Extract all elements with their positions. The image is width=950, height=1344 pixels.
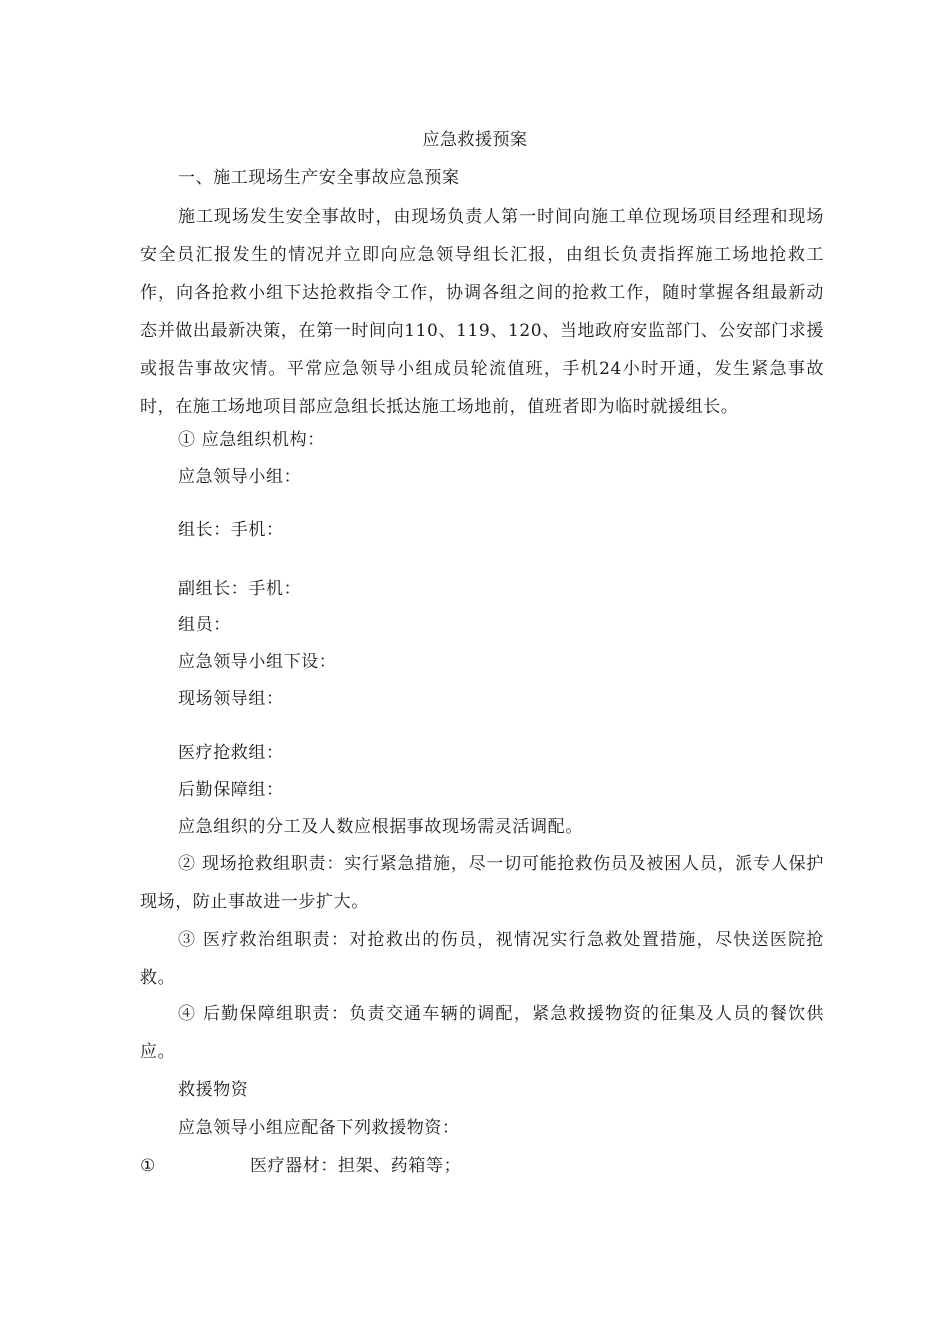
sub-units-label: 应急领导小组下设： (178, 652, 337, 672)
supplies-intro: 应急领导小组应配备下列救援物资： (178, 1118, 460, 1138)
medical-duty-paragraph: ③ 医疗救治组职责：对抢救出的伤员，视情况实行急救处置措施，尽快送医院抢救。 (140, 930, 824, 988)
supply-item-text: 医疗器材：担架、药箱等； (250, 1156, 462, 1176)
intro-paragraph: 施工现场发生安全事故时，由现场负责人第一时间向施工单位现场项目经理和现场安全员汇报发生的情况并立即向应急领导组长汇报，由组长负责指挥施工场地抢救工作，向各抢救小组下达抢救指令工作，协调各组之间的抢救工作，随时掌握各组最新动态并做出最新决策，在第一时间向110、119、120、当地政府安监部门、公安部门求援或报告事故灾情。平常应急领导小组成员轮流值班，手机24小时开通，发生紧急事故时，在施工场地项目部应急组长抵达施工场地前，值班者即为临时就援组长。 (140, 207, 824, 417)
org-heading: ① 应急组织机构： (178, 430, 325, 450)
site-group-label: 现场领导组： (178, 689, 284, 709)
deputy-leader-label: 副组长：手机： (178, 579, 302, 599)
org-note: 应急组织的分工及人数应根据事故现场需灵活调配。 (178, 817, 583, 837)
logistics-duty-paragraph: ④ 后勤保障组职责：负责交通车辆的调配，紧急救援物资的征集及人员的餐饮供应。 (140, 1004, 824, 1062)
logistics-group-label: 后勤保障组： (178, 780, 284, 800)
supplies-heading: 救援物资 (178, 1080, 249, 1100)
section-heading: 一、施工现场生产安全事故应急预案 (178, 168, 460, 188)
document-title: 应急救援预案 (422, 130, 528, 150)
supply-item-marker: ① (140, 1156, 156, 1176)
rescue-duty-paragraph: ② 现场抢救组职责：实行紧急措施，尽一切可能抢救伤员及被困人员，派专人保护现场，防止事故进一步扩大。 (140, 854, 824, 912)
members-label: 组员： (178, 615, 231, 635)
medical-group-label: 医疗抢救组： (178, 743, 284, 763)
leader-label: 组长：手机： (178, 520, 284, 540)
leader-group-label: 应急领导小组： (178, 467, 302, 487)
